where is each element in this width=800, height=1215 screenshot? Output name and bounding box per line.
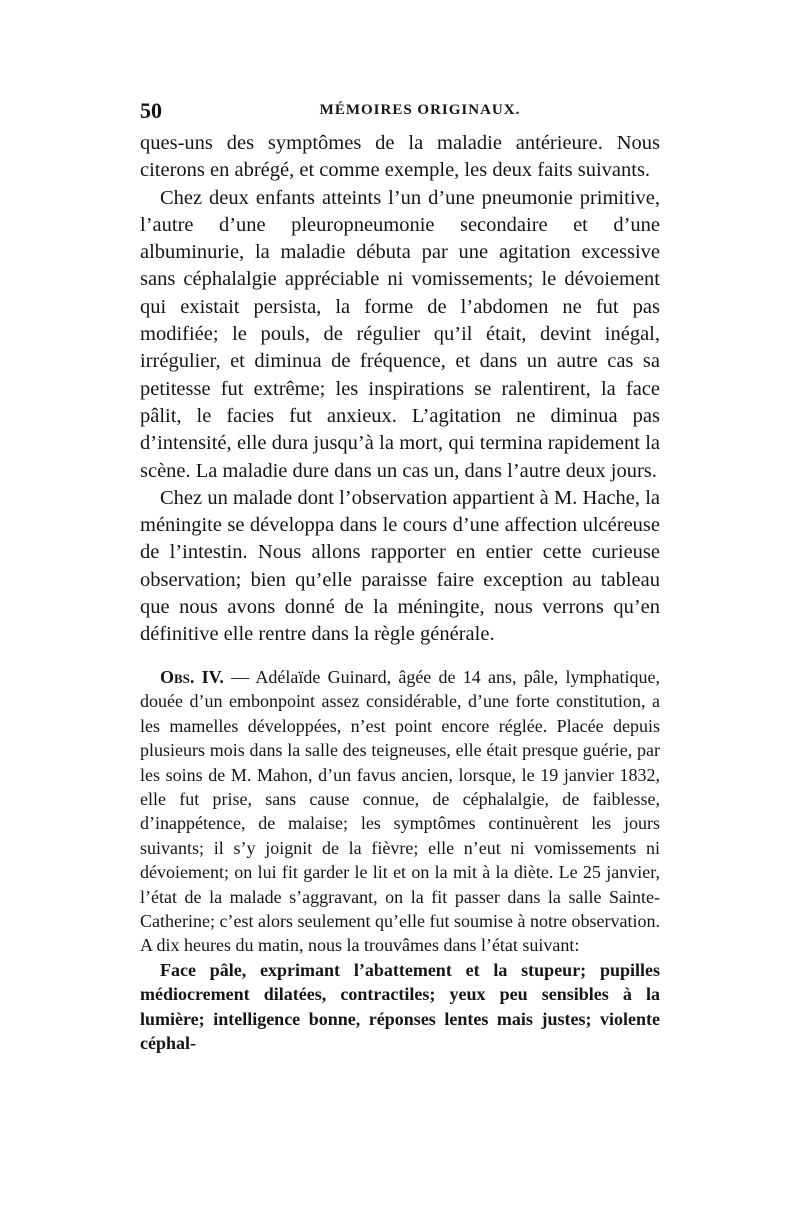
paragraph-continuation: ques-uns des symptômes de la maladie antérieure. Nous citerons en abrégé, et comme exemple, les deux faits suivants. [140,132,660,182]
paragraph-two-children-cases: Chez deux enfants atteints l’un d’une pneumonie primitive, l’autre d’une pleuropneumonie secondaire et d’une albuminurie, la maladie débuta par une agitation excessive sans céphalalgie appréciable ni vomissements; le dévoiement qui existait persista, la forme de l’abdomen ne fut pas modifiée; le pouls, de régulier qu’il était, devint inégal, irrégulier, et diminua de fréquence, et dans un autre cas sa petitesse fut extrême; les inspirations se ralentirent, la face pâlit, le facies fut anxieux. L’agitation ne diminua pas d’intensité, elle dura jusqu’à la mort, qui termina rapidement la scène. La maladie dure dans un cas un, dans l’autre deux jours. [140,186,660,482]
observation-paragraph-face: Face pâle, exprimant l’abattement et la stupeur; pupilles médiocrement dilatées, contractiles; yeux peu sensibles à la lumière; intelligence bonne, réponses lentes mais justes; violente céphal- [140,959,660,1054]
paragraph-hache-case: Chez un malade dont l’observation appartient à M. Hache, la méningite se développa dans le cours d’une affection ulcéreuse de l’intestin. Nous allons rapporter en entier cette curieuse observation; bien qu’elle paraisse faire exception au tableau que nous avons donné de la méningite, nous verrons qu’en définitive elle rentre dans la règle générale. [140,486,660,646]
running-title: MÉMOIRES ORIGINAUX. [319,102,521,118]
observation-block [140,665,660,1056]
observation-label: Obs. IV. [160,667,224,687]
observation-text: — Adélaïde Guinard, âgée de 14 ans, pâle, lymphatique, douée d’un embonpoint assez considérable, d’une forte constitution, a les mamelles développées, n’est point encore réglée. Placée depuis plusieurs mois dans la salle des teigneuses, elle était presque guérie, par les soins de M. Mahon, d’un favus ancien, lorsque, le 19 janvier 1832, elle fut prise, sans cause connue, de céphalalgie, de faiblesse, d’inappétence, de malaise; les symptômes continuèrent les jours suivants; il s’y joignit de la fièvre; elle n’eut ni vomissements ni dévoiement; on lui fit garder le lit et on la mit à la diète. Le 25 janvier, l’état de la malade s’aggravant, on la fit passer dans la salle Sainte-Catherine; c’est alors seulement qu’elle fut soumise à notre observation. A dix heures du matin, nous la trouvâmes dans l’état suivant: [140,667,661,956]
observation-paragraph [140,665,660,958]
main-text [140,130,660,649]
page-number: 50 [140,98,162,123]
page-header [140,98,660,126]
